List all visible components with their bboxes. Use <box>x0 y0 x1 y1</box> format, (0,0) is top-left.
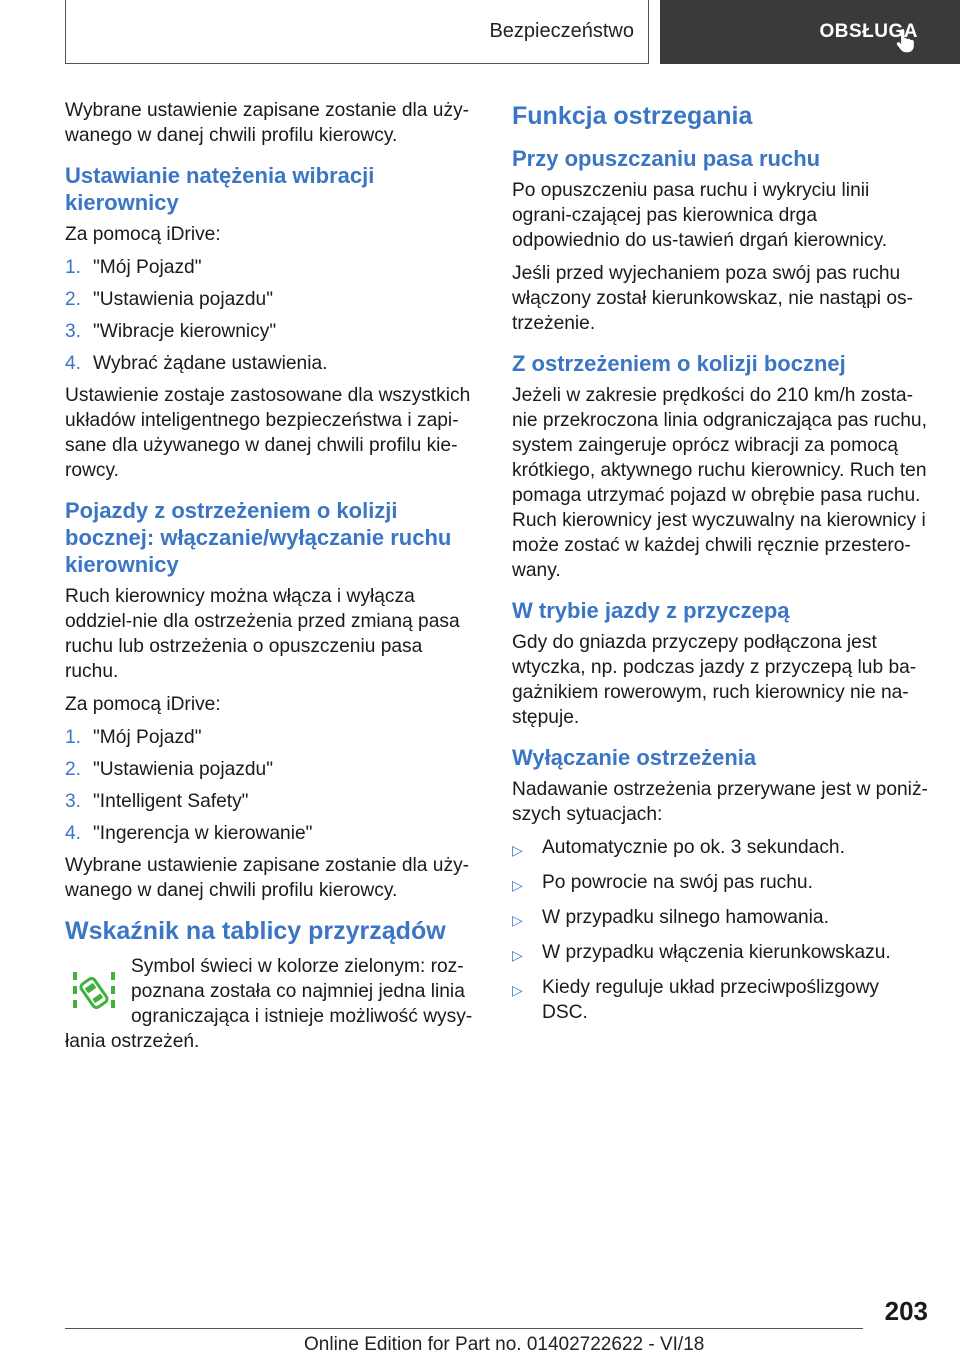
heading-warning-off: Wyłączanie ostrzeżenia <box>512 745 757 770</box>
heading-vibration: Ustawianie natężenia wibracji kierownicy <box>65 163 375 215</box>
symbol-line: łania ostrzeżeń. <box>65 1031 200 1052</box>
triangle-bullet-icon: ▷ <box>512 982 523 998</box>
triangle-bullet-icon: ▷ <box>512 947 523 963</box>
bullet-text: Kiedy reguluje układ przeciwpoślizgowy DSC. <box>542 977 880 1023</box>
heading-side-collision: Z ostrzeżeniem o kolizji bocznej <box>512 351 846 376</box>
triangle-bullet-icon: ▷ <box>512 912 523 928</box>
step-text: "Mój Pojazd" <box>93 727 202 748</box>
symbol-line: poznana została co najmniej jedna linia <box>131 981 465 1002</box>
bullet-text: W przypadku silnego hamowania. <box>542 907 829 928</box>
hand-pointer-icon <box>892 26 920 54</box>
step-text: "Ustawienia pojazdu" <box>93 759 274 780</box>
right-column <box>512 98 928 1032</box>
symbol-description <box>65 954 479 1054</box>
step-text: "Ingerencja w kierowanie" <box>93 823 313 844</box>
paragraph: Ustawienie zostaje zastosowane dla wszystkich układów inteligentnego bezpieczeństwa i zapi-sane dla używanego w danej chwili profilu kie-rowcy. <box>65 385 471 481</box>
step-number: 1. <box>65 727 82 748</box>
bullet-text: W przypadku włączenia kierunkowskazu. <box>542 942 891 963</box>
list-item <box>512 940 928 968</box>
paragraph: Wybrane ustawienie zapisane zostanie dla uży-wanego w danej chwili profilu kierowcy. <box>65 855 470 901</box>
paragraph: Po opuszczeniu pasa ruchu i wykryciu linii ograni-czającej pas kierownica drga odpowiednio do us-tawień drgań kierownicy. <box>512 180 888 251</box>
bullet-text: Po powrocie na swój pas ruchu. <box>542 872 813 893</box>
heading-side-collision: Pojazdy z ostrzeżeniem o kolizji bocznej: włączanie/wyłączanie ruchu kierownicy <box>65 498 452 577</box>
step-number: 1. <box>65 257 82 278</box>
paragraph: Wybrane ustawienie zapisane zostanie dla uży-wanego w danej chwili profilu kierowcy. <box>65 100 470 146</box>
step-number: 2. <box>65 289 82 310</box>
list-item <box>512 975 928 1025</box>
heading-trailer: W trybie jazdy z przyczepą <box>512 598 790 623</box>
paragraph: Gdy do gniazda przyczepy podłączona jest wtyczka, np. podczas jazdy z przyczepą lub ba-gażnikiem rowerowym, ruch kierownicy nie na-stępuje. <box>512 632 917 728</box>
heading-leaving-lane: Przy opuszczaniu pasa ruchu <box>512 146 821 171</box>
step-number: 2. <box>65 759 82 780</box>
symbol-line: ograniczająca i istnieje możliwość wysy- <box>131 1006 473 1027</box>
steps-list-steering <box>65 725 479 846</box>
symbol-line: Symbol świeci w kolorze zielonym: roz- <box>131 956 464 977</box>
heading-indicator: Wskaźnik na tablicy przyrządów <box>65 917 446 945</box>
section-title: Bezpieczeństwo <box>65 0 649 64</box>
list-item <box>65 287 479 312</box>
lane-departure-icon <box>69 966 119 1016</box>
paragraph: Ruch kierownicy można włącza i wyłącza oddziel-nie dla ostrzeżenia przed zmianą pasa ruchu lub ostrzeżenia o opuszczeniu pasa ruchu. <box>65 586 460 682</box>
list-item <box>512 835 928 863</box>
list-item <box>65 789 479 814</box>
paragraph: Jeżeli w zakresie prędkości do 210 km/h zosta-nie przekroczona linia odgraniczająca pas ruchu, system zaingeruje oprócz wibracji za pomocą krótkiego, aktywnego ruchu kierownicy. Ruch ten pomaga utrzymać pojazd w obrębie pasa ruchu. Ruch kierownicy jest wyczuwalny na kierownicy i może zostać w każdej chwili ręcznie przestero-wany. <box>512 385 927 581</box>
bullet-list <box>512 835 928 1025</box>
step-number: 3. <box>65 791 82 812</box>
steps-list-vibration <box>65 255 479 376</box>
step-text: "Wibracje kierownicy" <box>93 321 277 342</box>
footer-divider <box>65 1328 863 1329</box>
edition-note: Online Edition for Part no. 01402722622 - VI/18 <box>304 1334 705 1355</box>
list-item <box>65 757 479 782</box>
list-item <box>65 351 479 376</box>
step-text: "Intelligent Safety" <box>93 791 249 812</box>
left-column <box>65 98 479 1062</box>
step-number: 4. <box>65 353 82 374</box>
step-text: "Mój Pojazd" <box>93 257 202 278</box>
list-item <box>65 319 479 344</box>
triangle-bullet-icon: ▷ <box>512 842 523 858</box>
paragraph: Nadawanie ostrzeżenia przerywane jest w poniż-szych sytuacjach: <box>512 779 928 825</box>
chapter-tab <box>660 0 960 64</box>
triangle-bullet-icon: ▷ <box>512 877 523 893</box>
paragraph: Jeśli przed wyjechaniem poza swój pas ruchu włączony został kierunkowskaz, nie nastąpi os-trzeżenie. <box>512 263 913 334</box>
symbol-text <box>65 954 479 1054</box>
step-text: "Ustawienia pojazdu" <box>93 289 274 310</box>
idrive-intro: Za pomocą iDrive: <box>65 694 221 715</box>
list-item <box>65 821 479 846</box>
idrive-intro: Za pomocą iDrive: <box>65 224 221 245</box>
step-number: 3. <box>65 321 82 342</box>
page-number: 203 <box>884 1296 928 1326</box>
step-text: Wybrać żądane ustawienia. <box>93 353 328 374</box>
list-item <box>65 255 479 280</box>
step-number: 4. <box>65 823 82 844</box>
page-header <box>0 0 960 66</box>
list-item <box>512 870 928 898</box>
list-item <box>512 905 928 933</box>
heading-warning-function: Funkcja ostrzegania <box>512 102 753 130</box>
bullet-text: Automatycznie po ok. 3 sekundach. <box>542 837 845 858</box>
list-item <box>65 725 479 750</box>
chapter-title: OBSŁUGA <box>819 21 918 42</box>
